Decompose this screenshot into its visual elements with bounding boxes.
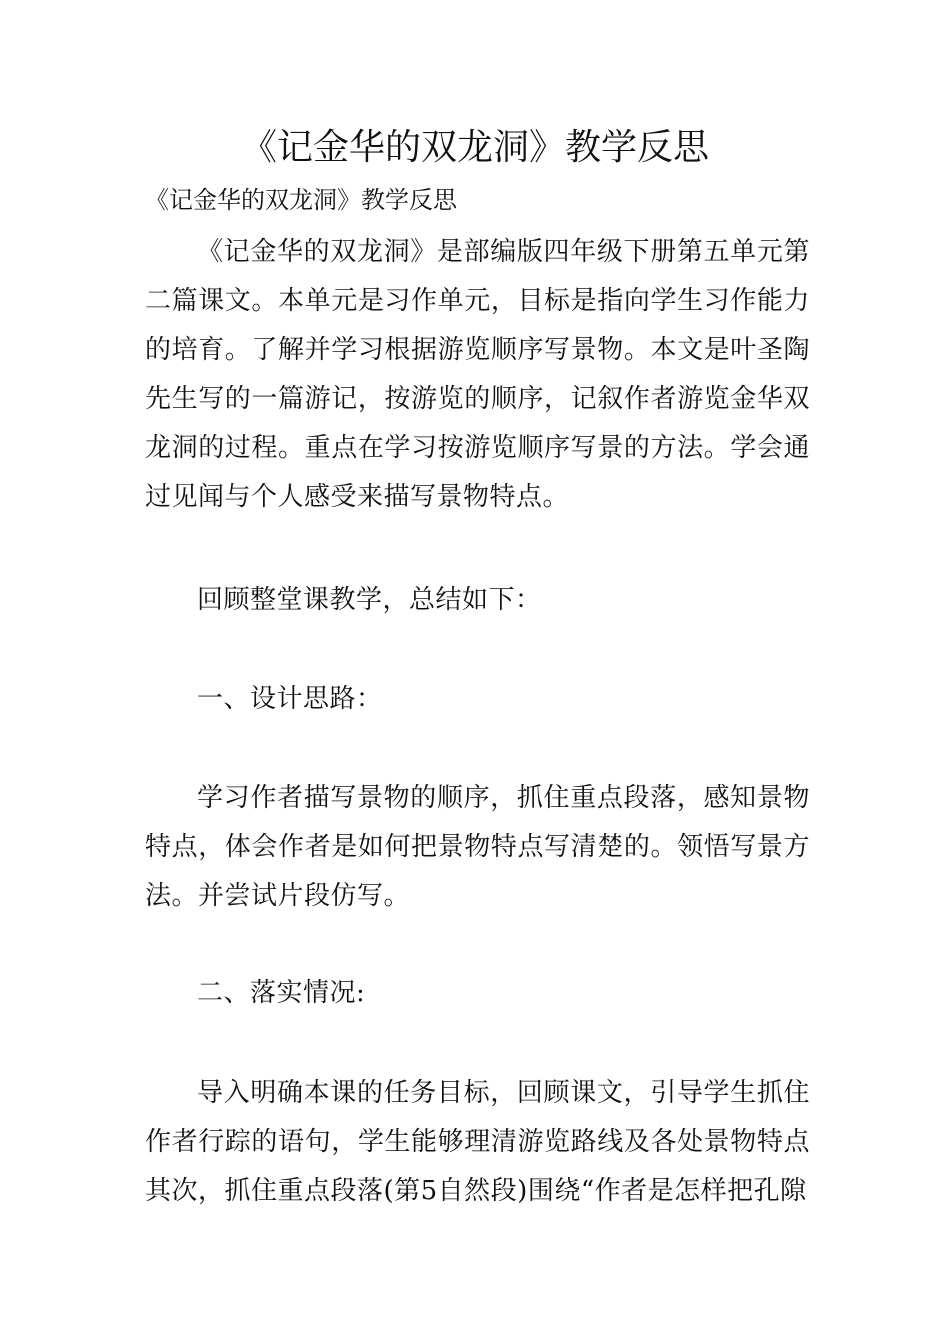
- paragraph-intro: 《记金华的双龙洞》是部编版四年级下册第五单元第二篇课文。本单元是习作单元，目标是指向学生习作能力的培育。了解并学习根据游览顺序写景物。本文是叶圣陶先生写的一篇游记，按游览的顺序，记叙作者游览金华双龙洞的过程。重点在学习按游览顺序写景的方法。学会通过见闻与个人感受来描写景物特点。: [145, 237, 810, 512]
- paragraph-design-idea: 学习作者描写景物的顺序，抓住重点段落，感知景物特点，体会作者是如何把景物特点写清楚的。领悟写景方法。并尝试片段仿写。: [145, 783, 810, 911]
- paragraph-review: 回顾整堂课教学，总结如下：: [197, 585, 542, 615]
- document-title: 《记金华的双龙洞》教学反思: [240, 127, 709, 168]
- heading-design-idea: 一、设计思路：: [197, 684, 383, 714]
- heading-implementation: 二、落实情况:: [197, 978, 366, 1008]
- document-subtitle: 《记金华的双龙洞》教学反思: [145, 186, 457, 214]
- paragraph-implementation: 导入明确本课的任务目标，回顾课文，引导学生抓住作者行踪的语句，学生能够理清游览路线及各处景物特点其次，抓住重点段落(第5自然段)围绕“作者是怎样把孔隙: [145, 1078, 810, 1206]
